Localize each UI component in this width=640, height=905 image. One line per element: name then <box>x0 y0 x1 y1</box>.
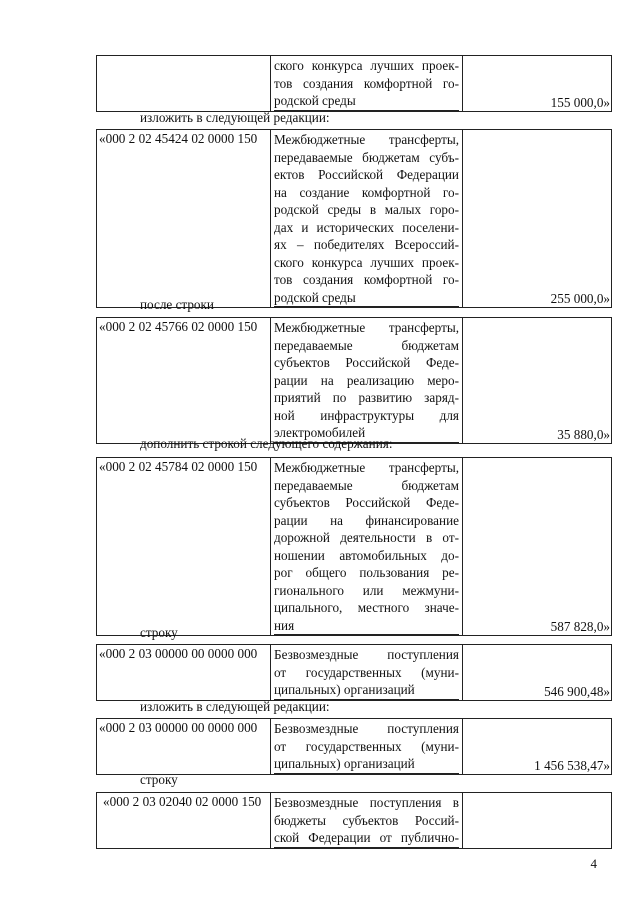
amount-value: 35 880,0» <box>557 426 610 442</box>
budget-table-fragment-6 <box>96 718 612 775</box>
amount-cell <box>463 793 611 848</box>
description-line: ношении автомобильных до- <box>274 547 459 563</box>
description-line: Межбюджетные трансферты, <box>274 132 459 147</box>
description-line: родской среды <box>274 92 459 111</box>
description-line: Безвозмездные поступления <box>274 721 459 736</box>
description-line: на создание комфортной го- <box>274 184 459 200</box>
description-cell <box>271 645 463 700</box>
table-row <box>97 130 611 307</box>
description-line: электромобилей <box>274 424 459 443</box>
description-cell <box>271 458 463 635</box>
description-line: бюджеты субъектов Россий- <box>274 812 459 828</box>
description-line: рог общего пользования ре- <box>274 565 459 580</box>
description-line: приятий по развитию заряд- <box>274 390 459 405</box>
code-cell <box>97 56 271 111</box>
amount-value: 155 000,0» <box>550 94 610 110</box>
code-cell: «000 2 03 00000 00 0000 000 <box>97 719 271 774</box>
code-cell: «000 2 02 45784 02 0000 150 <box>97 458 271 635</box>
amount-value: 1 456 538,47» <box>534 757 610 773</box>
amount-cell <box>463 719 611 774</box>
amount-value: 546 900,48» <box>544 683 610 699</box>
instruction-text: строку <box>140 625 178 640</box>
description-line: дах и исторических поселени- <box>274 219 459 235</box>
table-row <box>97 458 611 635</box>
description-line: тов создания комфортной го- <box>274 272 459 287</box>
description-line: Безвозмездные поступления в <box>274 795 459 810</box>
budget-table-fragment-3 <box>96 317 612 444</box>
instruction-text: после строки <box>140 297 214 312</box>
description-line: передаваемые бюджетам <box>274 477 459 493</box>
description-cell <box>271 318 463 443</box>
instruction-text: изложить в следующей редакции: <box>140 110 330 125</box>
description-line: рации на реализацию меро- <box>274 372 459 388</box>
description-line: ния <box>274 617 459 636</box>
description-line: родской среды <box>274 289 459 308</box>
description-line: передаваемые бюджетам <box>274 337 459 353</box>
description-line: ципального, местного значе- <box>274 600 459 615</box>
amount-value: 255 000,0» <box>550 291 610 306</box>
budget-table-fragment-5 <box>96 644 612 701</box>
code-cell: «000 2 03 02040 02 0000 150 <box>97 793 271 848</box>
amount-cell <box>463 130 611 307</box>
description-line: ципальных) организаций <box>274 755 459 774</box>
description-line: передаваемые бюджетам субъ- <box>274 149 459 165</box>
description-line: субъектов Российской Феде- <box>274 355 459 370</box>
budget-table-fragment-1 <box>96 55 612 112</box>
budget-table-fragment-2 <box>96 129 612 308</box>
description-line: тов создания комфортной го- <box>274 75 459 91</box>
code-cell: «000 2 02 45424 02 0000 150 <box>97 130 271 307</box>
description-line: Межбюджетные трансферты, <box>274 320 459 335</box>
instruction-text: дополнить строкой следующего содержания: <box>140 436 393 451</box>
description-line: рации на финансирование <box>274 512 459 528</box>
description-line: ектов Российской Федерации <box>274 167 459 182</box>
description-line: ского конкурса лучших проек- <box>274 254 459 270</box>
description-line: от государственных (муни- <box>274 738 459 754</box>
instruction-text: строку <box>140 772 178 787</box>
code-cell: «000 2 02 45766 02 0000 150 <box>97 318 271 443</box>
description-line: ского конкурса лучших проек- <box>274 58 459 73</box>
description-line: Безвозмездные поступления <box>274 647 459 662</box>
amount-cell <box>463 318 611 443</box>
description-cell <box>271 793 463 848</box>
table-row <box>97 719 611 774</box>
amount-cell <box>463 645 611 700</box>
description-line: Межбюджетные трансферты, <box>274 460 459 475</box>
description-cell <box>271 56 463 111</box>
description-line: ной инфраструктуры для <box>274 407 459 423</box>
description-line: ской Федерации от публично- <box>274 829 459 848</box>
amount-cell <box>463 56 611 111</box>
code-cell: «000 2 03 00000 00 0000 000 <box>97 645 271 700</box>
table-row <box>97 793 611 848</box>
description-line: ципальных) организаций <box>274 681 459 700</box>
description-line: дорожной деятельности в от- <box>274 530 459 545</box>
budget-table-fragment-4 <box>96 457 612 636</box>
description-line: родской среды в малых горо- <box>274 202 459 217</box>
amount-cell <box>463 458 611 635</box>
description-cell <box>271 719 463 774</box>
table-row <box>97 56 611 111</box>
budget-table-fragment-7 <box>96 792 612 849</box>
amount-value: 587 828,0» <box>550 619 610 634</box>
description-line: ях – победителях Всероссий- <box>274 237 459 252</box>
description-cell <box>271 130 463 307</box>
description-line: от государственных (муни- <box>274 664 459 680</box>
table-row <box>97 645 611 700</box>
description-line: гионального или межмуни- <box>274 582 459 598</box>
page-number: 4 <box>590 856 597 871</box>
description-line: субъектов Российской Феде- <box>274 495 459 510</box>
instruction-text: изложить в следующей редакции: <box>140 699 330 714</box>
table-row <box>97 318 611 443</box>
